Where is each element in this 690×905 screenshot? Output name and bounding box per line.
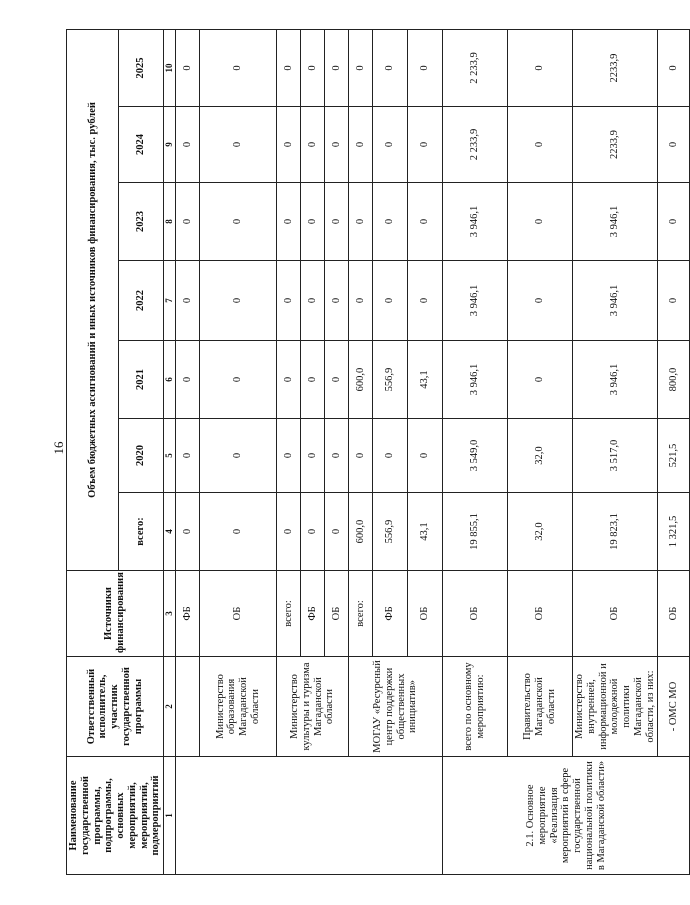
cell-name: 2.1. Основное мероприятие «Реализация мероприятий в сфере государственной национальной политики в Магаданской области» — [443, 757, 690, 875]
table-row — [200, 29, 277, 874]
cell-value: 0 — [176, 261, 200, 341]
year-2023: 2023 — [119, 183, 164, 261]
col-number: 3 — [164, 571, 176, 657]
cell-value: 800,0 — [658, 341, 690, 419]
col-number: 4 — [164, 493, 176, 571]
cell-value: 0 — [200, 493, 277, 571]
cell-value: 32,0 — [508, 419, 573, 493]
cell-value: 0 — [301, 107, 325, 183]
table-row — [573, 29, 658, 874]
cell-value: 0 — [658, 29, 690, 106]
col-number: 5 — [164, 419, 176, 493]
cell-executor: Правительство Магаданской области — [508, 657, 573, 757]
cell-value: 0 — [325, 493, 349, 571]
col-number: 9 — [164, 107, 176, 183]
financing-table — [66, 29, 690, 875]
cell-value: 600,0 — [349, 493, 373, 571]
col-number: 8 — [164, 183, 176, 261]
cell-value: 0 — [301, 419, 325, 493]
header-source: Источники финансирования — [67, 571, 164, 657]
cell-value: 556,9 — [373, 493, 408, 571]
cell-executor: Министерство культуры и туризма Магаданской области — [277, 657, 349, 757]
cell-executor — [176, 657, 200, 757]
cell-value: 0 — [200, 419, 277, 493]
year-2021: 2021 — [119, 341, 164, 419]
year-2025: 2025 — [119, 29, 164, 106]
cell-value: 0 — [325, 107, 349, 183]
cell-value: 0 — [349, 29, 373, 106]
cell-value: 0 — [301, 493, 325, 571]
cell-name — [176, 757, 443, 875]
cell-value: 1 321,5 — [658, 493, 690, 571]
cell-value: 0 — [200, 29, 277, 106]
table-row — [176, 29, 200, 874]
cell-value: 0 — [325, 261, 349, 341]
cell-value: 0 — [301, 183, 325, 261]
cell-value: 2233,9 — [573, 29, 658, 106]
cell-executor: - ОМС МО — [658, 657, 690, 757]
cell-value: 0 — [200, 261, 277, 341]
col-number: 2 — [164, 657, 176, 757]
cell-value: 0 — [349, 261, 373, 341]
cell-value: 0 — [508, 29, 573, 106]
table-row — [658, 29, 690, 874]
cell-value: 0 — [408, 261, 443, 341]
header-executor: Ответственный исполнитель, участник государственной программы — [67, 657, 164, 757]
table-row — [277, 29, 301, 874]
cell-source: ОБ — [443, 571, 508, 657]
cell-source: ОБ — [200, 571, 277, 657]
cell-value: 0 — [373, 419, 408, 493]
cell-value: 0 — [373, 29, 408, 106]
cell-value: 0 — [200, 341, 277, 419]
cell-source: ОБ — [408, 571, 443, 657]
year-2024: 2024 — [119, 107, 164, 183]
cell-value: 3 946,1 — [573, 261, 658, 341]
cell-executor: Министерство образования Магаданской области — [200, 657, 277, 757]
cell-value: 0 — [176, 107, 200, 183]
cell-value: 0 — [349, 419, 373, 493]
rotated-sheet — [66, 30, 679, 875]
cell-source: всего: — [277, 571, 301, 657]
cell-value: 3 946,1 — [573, 183, 658, 261]
cell-value: 0 — [508, 183, 573, 261]
cell-value: 0 — [349, 183, 373, 261]
col-number: 10 — [164, 29, 176, 106]
cell-value: 0 — [508, 107, 573, 183]
cell-value: 3 946,1 — [443, 183, 508, 261]
cell-source: всего: — [349, 571, 373, 657]
cell-source: ФБ — [301, 571, 325, 657]
cell-value: 0 — [301, 341, 325, 419]
cell-value: 3 549,0 — [443, 419, 508, 493]
cell-value: 0 — [176, 493, 200, 571]
cell-value: 0 — [349, 107, 373, 183]
cell-value: 2 233,9 — [443, 107, 508, 183]
cell-value: 0 — [658, 107, 690, 183]
cell-source: ФБ — [373, 571, 408, 657]
cell-value: 2233,9 — [573, 107, 658, 183]
cell-value: 3 946,1 — [573, 341, 658, 419]
financing-table-container — [66, 30, 679, 875]
cell-value: 556,9 — [373, 341, 408, 419]
cell-value: 0 — [277, 419, 301, 493]
col-number: 1 — [164, 757, 176, 875]
cell-value: 0 — [408, 29, 443, 106]
cell-value: 0 — [408, 107, 443, 183]
header-volume: Объем бюджетных ассигнований и иных источников финансирования, тыс. рублей — [67, 29, 119, 570]
cell-source: ФБ — [176, 571, 200, 657]
cell-value: 19 855,1 — [443, 493, 508, 571]
cell-value: 19 823,1 — [573, 493, 658, 571]
cell-value: 0 — [176, 341, 200, 419]
page-number: 16 — [51, 441, 66, 455]
cell-value: 521,5 — [658, 419, 690, 493]
cell-value: 0 — [277, 341, 301, 419]
cell-value: 0 — [277, 261, 301, 341]
cell-value: 0 — [200, 183, 277, 261]
header-name: Наименование государственной программы, подпрограммы, основных мероприятий, мероприятий, подмероприятий — [67, 757, 164, 875]
table-row — [443, 29, 508, 874]
col-number: 7 — [164, 261, 176, 341]
cell-value: 0 — [658, 261, 690, 341]
cell-value: 0 — [176, 29, 200, 106]
cell-source: ОБ — [573, 571, 658, 657]
table-row — [349, 29, 373, 874]
cell-value: 0 — [325, 183, 349, 261]
cell-value: 2 233,9 — [443, 29, 508, 106]
header-row — [67, 29, 119, 874]
cell-value: 0 — [408, 419, 443, 493]
cell-value: 0 — [277, 493, 301, 571]
cell-executor: МОГАУ «Ресурсный центр поддержки общественных инициатив» — [349, 657, 443, 757]
cell-value: 0 — [325, 419, 349, 493]
cell-value: 0 — [508, 261, 573, 341]
cell-value: 0 — [325, 341, 349, 419]
cell-source: ОБ — [658, 571, 690, 657]
cell-value: 0 — [508, 341, 573, 419]
cell-value: 0 — [176, 183, 200, 261]
year-2020: 2020 — [119, 419, 164, 493]
cell-value: 43,1 — [408, 341, 443, 419]
year-total: всего: — [119, 493, 164, 571]
cell-value: 0 — [176, 419, 200, 493]
cell-value: 0 — [200, 107, 277, 183]
cell-value: 0 — [373, 261, 408, 341]
cell-value: 0 — [301, 29, 325, 106]
column-number-row — [164, 29, 176, 874]
cell-value: 0 — [301, 261, 325, 341]
year-2022: 2022 — [119, 261, 164, 341]
cell-value: 3 946,1 — [443, 261, 508, 341]
cell-value: 0 — [373, 183, 408, 261]
cell-value: 0 — [325, 29, 349, 106]
cell-value: 3 517,0 — [573, 419, 658, 493]
cell-source: ОБ — [508, 571, 573, 657]
cell-value: 43,1 — [408, 493, 443, 571]
table-row — [508, 29, 573, 874]
cell-value: 0 — [277, 29, 301, 106]
cell-source: ОБ — [325, 571, 349, 657]
cell-value: 600,0 — [349, 341, 373, 419]
cell-value: 0 — [408, 183, 443, 261]
col-number: 6 — [164, 341, 176, 419]
cell-value: 0 — [658, 183, 690, 261]
cell-value: 32,0 — [508, 493, 573, 571]
cell-value: 0 — [277, 183, 301, 261]
cell-executor: Министерство внутренней, информационной и молодежной политики Магаданской области, из них: — [573, 657, 658, 757]
cell-value: 0 — [277, 107, 301, 183]
cell-value: 3 946,1 — [443, 341, 508, 419]
cell-value: 0 — [373, 107, 408, 183]
cell-executor: всего по основному мероприятию: — [443, 657, 508, 757]
